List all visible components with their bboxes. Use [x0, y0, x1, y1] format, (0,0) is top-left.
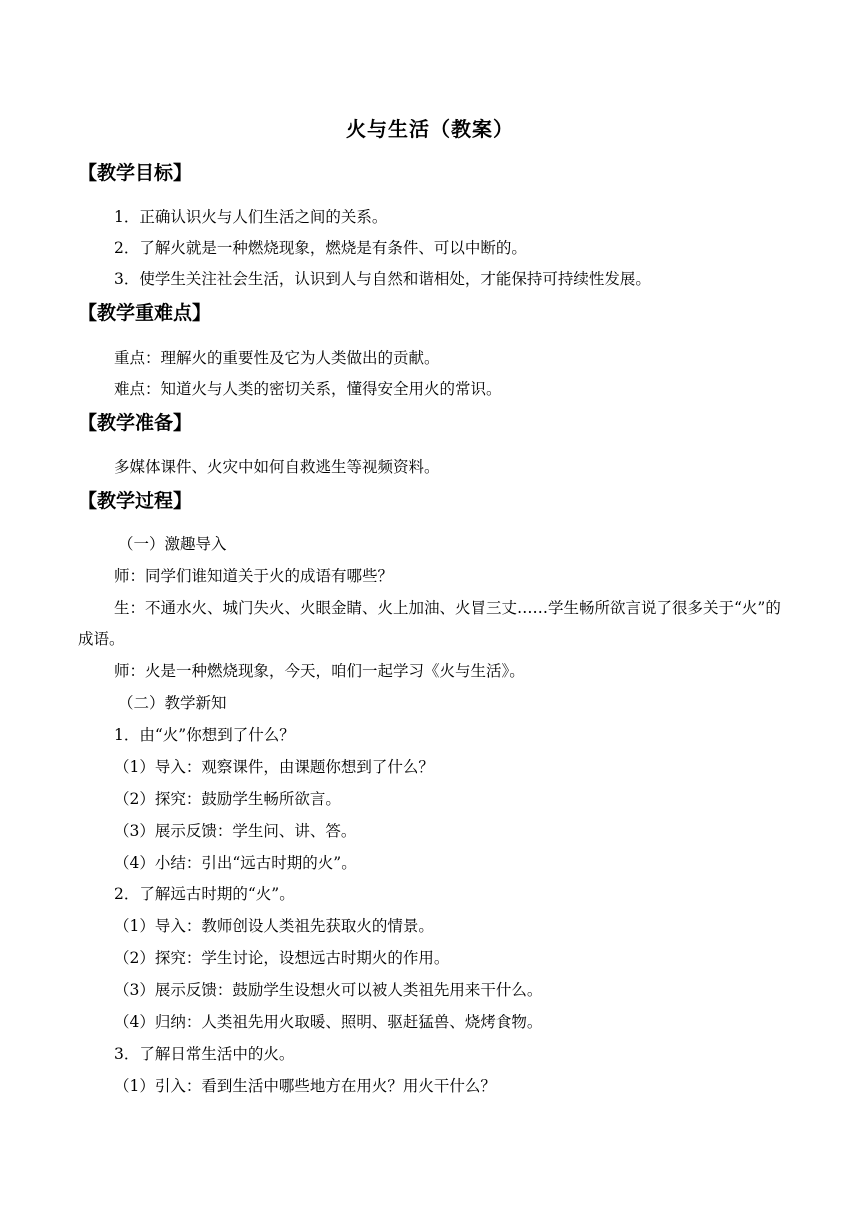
process-subheading: （二）教学新知 — [118, 694, 227, 712]
process-line: 1．由“火”你想到了什么？ — [114, 726, 295, 744]
objective-item: 3．使学生关注社会生活，认识到人与自然和谐相处，才能保持可持续性发展。 — [114, 270, 651, 288]
section-heading-key-points: 【教学重难点】 — [78, 302, 212, 324]
section-heading-preparation: 【教学准备】 — [78, 412, 193, 434]
process-line: 2．了解远古时期的“火”。 — [114, 885, 295, 903]
process-line: 师：火是一种燃烧现象，今天，咱们一起学习《火与生活》。 — [114, 662, 525, 680]
process-line: （4）归纳：人类祖先用火取暖、照明、驱赶猛兽、烧烤食物。 — [114, 1013, 543, 1031]
process-subheading: （一）激趣导入 — [118, 535, 227, 553]
process-line: （3）展示反馈：鼓励学生设想火可以被人类祖先用来干什么。 — [114, 981, 543, 999]
process-line: （1）引入：看到生活中哪些地方在用火？用火干什么？ — [114, 1077, 496, 1095]
document-title: 火与生活（教案） — [346, 117, 514, 141]
objective-item: 2．了解火就是一种燃烧现象，燃烧是有条件、可以中断的。 — [114, 239, 527, 257]
process-line: （1）导入：教师创设人类祖先获取火的情景。 — [114, 917, 434, 935]
process-line: （4）小结：引出“远古时期的火”。 — [114, 854, 357, 872]
process-line: （3）展示反馈：学生问、讲、答。 — [114, 822, 357, 840]
process-line: （2）探究：学生讨论，设想远古时期火的作用。 — [114, 949, 450, 967]
process-line: （1）导入：观察课件，由课题你想到了什么？ — [114, 758, 434, 776]
process-line: 3．了解日常生活中的火。 — [114, 1045, 295, 1063]
process-line: （2）探究：鼓励学生畅所欲言。 — [114, 790, 341, 808]
key-point-item: 重点：理解火的重要性及它为人类做出的贡献。 — [114, 349, 440, 367]
section-heading-process: 【教学过程】 — [78, 490, 193, 512]
preparation-item: 多媒体课件、火灾中如何自救逃生等视频资料。 — [114, 458, 440, 476]
key-point-item: 难点：知道火与人类的密切关系，懂得安全用火的常识。 — [114, 380, 502, 398]
process-line: 生：不通水火、城门失火、火眼金睛、火上加油、火冒三丈……学生畅所欲言说了很多关于“火”的成语。 — [78, 599, 781, 648]
section-heading-objectives: 【教学目标】 — [78, 162, 193, 184]
objective-item: 1．正确认识火与人们生活之间的关系。 — [114, 208, 388, 226]
process-line: 师：同学们谁知道关于火的成语有哪些？ — [114, 567, 394, 585]
